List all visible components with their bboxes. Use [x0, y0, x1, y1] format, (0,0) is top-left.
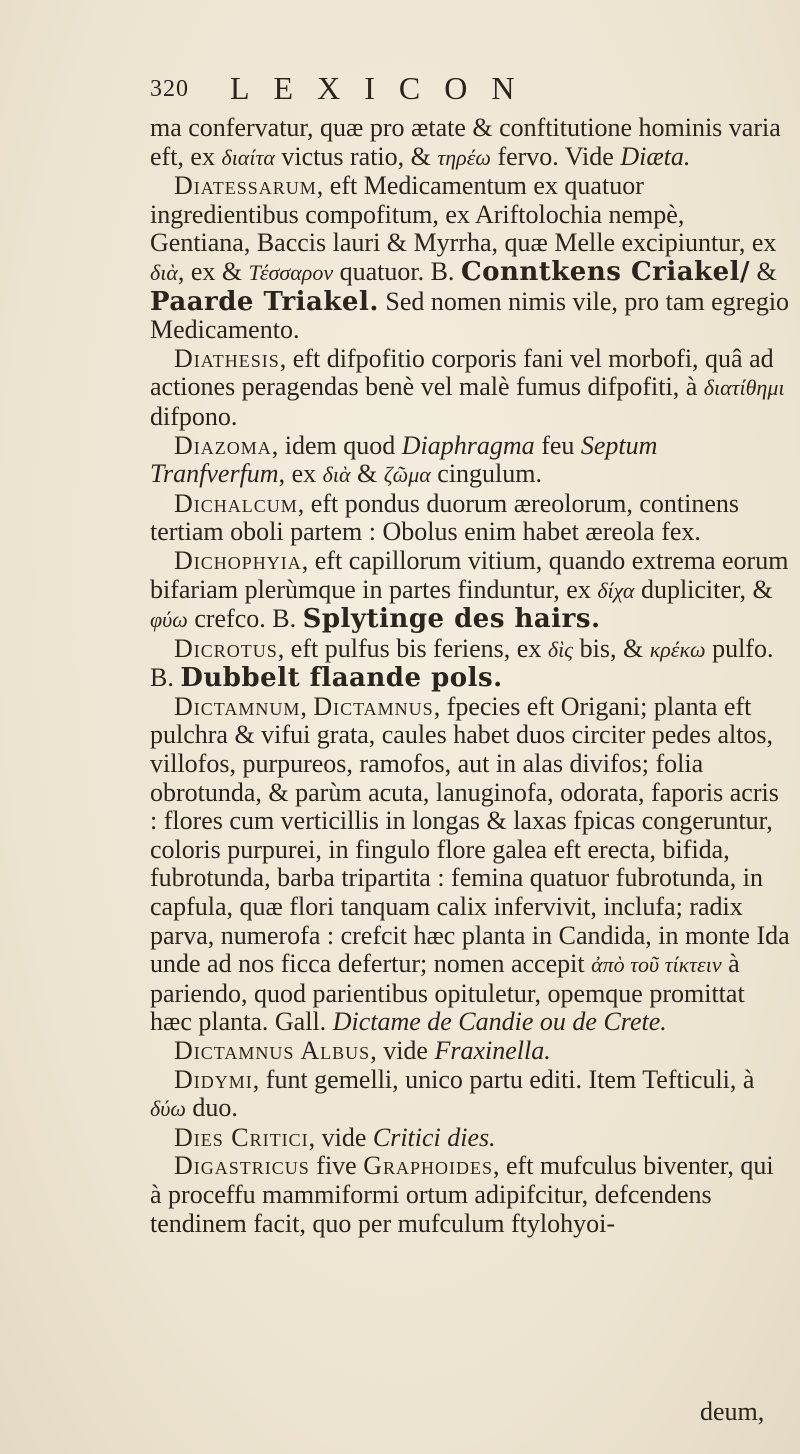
- greek-word: διατίθημι: [703, 375, 785, 401]
- dutch-gloss: Dubbelt flaande pols.: [180, 663, 503, 694]
- cross-reference: Diaphragma: [401, 430, 535, 460]
- entry-text: , eft pondus duorum æreolorum, continens tertiam oboli partem : Obolus enim habet æreola fex.: [150, 488, 739, 547]
- entry-text: fervo. Vide: [490, 141, 621, 171]
- cross-reference: Fraxinella.: [434, 1036, 551, 1065]
- entry-text: &: [350, 459, 384, 489]
- headword: Digastricus: [174, 1151, 310, 1181]
- cross-reference: Septum Tranfverfum: [150, 430, 658, 489]
- entry-didymi: [150, 1066, 790, 1124]
- entry-text: , funt gemelli, unico partu editi. Item Tefticuli, à: [252, 1064, 755, 1094]
- greek-word: δὶς: [547, 636, 574, 662]
- entry-digastricus: [150, 1152, 790, 1238]
- greek-word: ζῶμα: [383, 462, 431, 488]
- entry-text: , fpecies eft Origani; planta eft pulchra & vifui grata, caules habet duos circiter pedes altos, villofos, purpureos, ramofos, aut in alas divifos; folia obrotunda, & parùm acuta, lanuginofa, odorata, faporis acris : flores cum verticillis in longas & laxas fpicas congeruntur, coloris purpurei, in fingulo flore galea eft erecta, bifida, fubrotunda, barba tripartita : femina quatuor fubrotunda, in capfula, quæ flori tanquam calix infervivit, inclufa; radix parva, numerofa : crefcit hæc planta in Candida, in monte Ida unde ad nos ficca defertur; nomen accepit: [150, 691, 790, 979]
- entry-text: bis, &: [573, 633, 650, 663]
- dutch-gloss: Conntkens Criakel/: [460, 256, 750, 287]
- entry-diaeta-continuation: [150, 114, 790, 172]
- entry-text: quatuor. B.: [333, 256, 461, 286]
- headword: Dictamnus: [313, 691, 434, 721]
- entry-dictamnum: [150, 693, 790, 1037]
- entry-text: cingulum.: [430, 459, 542, 489]
- greek-word: Τέσσαρον: [248, 259, 334, 285]
- headword: Dicrotus: [174, 633, 278, 663]
- entry-text: , vide: [308, 1122, 373, 1152]
- greek-word: φύω: [150, 607, 188, 633]
- entry-text: , idem quod: [271, 430, 402, 460]
- headword: Diatessarum: [174, 171, 317, 201]
- entry-dichalcum: [150, 490, 790, 547]
- greek-word: δίχα: [597, 577, 635, 603]
- greek-word: διὰ: [150, 259, 178, 285]
- entry-text: , eft difpofitio corporis fani vel morbofi, quâ ad actiones peragendas benè vel malè fumus difpofiti, à: [150, 343, 774, 402]
- entry-text: dupliciter, &: [634, 574, 773, 604]
- cross-reference: Critici dies.: [372, 1122, 496, 1152]
- headword: Dictamnum: [174, 691, 301, 721]
- greek-word: διὰ: [322, 462, 351, 488]
- entry-text: , vide: [370, 1036, 435, 1065]
- greek-word: ἀπὸ τοῦ τίκτειν: [591, 952, 722, 978]
- entry-dichophyia: [150, 547, 790, 635]
- entry-text: , eft mufculus biventer, qui à proceffu mammiformi ortum adipifcitur, defcendens tendinem facit, quo per mufculum ftylohyoi-: [150, 1151, 774, 1238]
- entry-text: crefco. B.: [187, 604, 303, 634]
- entry-text: victus ratio, &: [274, 141, 438, 171]
- dutch-gloss: Splytinge des hairs.: [302, 604, 601, 635]
- entry-text: , ex: [278, 459, 323, 489]
- entry-dictamnus-albus: [150, 1037, 790, 1066]
- entry-text: , eft capillorum vitium, quando extrema eorum bifariam plerùmque in partes finduntur, ex: [150, 545, 789, 604]
- headword: Dichophyia: [174, 545, 302, 575]
- french-gloss: Dictame de Candie ou de Crete.: [332, 1007, 667, 1037]
- headword: Dichalcum: [174, 488, 298, 518]
- entry-text: ,: [300, 691, 314, 721]
- headword: Dies Critici: [174, 1122, 309, 1152]
- greek-word: τηρέω: [437, 144, 491, 170]
- entry-text: , ex &: [177, 256, 249, 286]
- greek-word: δύω: [150, 1096, 186, 1122]
- dutch-gloss: Paarde Triakel.: [150, 286, 379, 317]
- entry-text: feu: [534, 430, 581, 460]
- greek-word: κρέκω: [649, 636, 706, 662]
- page-header: [150, 70, 650, 110]
- entry-dicrotus: [150, 635, 790, 693]
- headword: Graphoides: [363, 1151, 494, 1181]
- entry-text: , eft pulfus bis feriens, ex: [277, 633, 548, 663]
- entry-diazoma: [150, 432, 790, 490]
- entry-text: five: [309, 1151, 364, 1181]
- entry-text: , eft Medicamentum ex quatuor ingredientibus compofitum, ex Ariftolochia nempè, Gentiana, Baccis lauri & Myrrha, quæ Melle excipiuntur, ex: [150, 171, 777, 258]
- entry-text: difpono.: [150, 401, 238, 431]
- headword: Didymi: [174, 1064, 253, 1094]
- entry-diatessarum: [150, 172, 790, 345]
- greek-word: διαίτα: [221, 144, 275, 170]
- headword: Dictamnus Albus: [174, 1036, 371, 1065]
- entry-text: à pariendo, quod parientibus opituletur, opemque promittat hæc planta. Gall.: [150, 949, 745, 1037]
- cross-reference: Diæta.: [620, 141, 691, 171]
- dictionary-text: [150, 114, 790, 1238]
- headword: Diathesis: [174, 343, 280, 373]
- entry-diathesis: [150, 345, 790, 432]
- entry-dies-critici: [150, 1124, 790, 1153]
- page-number: 320: [150, 76, 189, 102]
- running-title: LEXICON: [230, 70, 539, 106]
- headword: Diazoma: [174, 430, 272, 460]
- entry-text: &: [749, 256, 777, 286]
- entry-text: duo.: [185, 1093, 238, 1123]
- entry-text: pulfo. B.: [150, 633, 774, 693]
- entry-text: Sed nomen nimis vile, pro tam egregio Medicamento.: [150, 286, 790, 345]
- entry-text: ma confervatur, quæ pro ætate & conftitutione hominis varia eft, ex: [150, 113, 781, 171]
- catchword: deum,: [700, 1397, 765, 1426]
